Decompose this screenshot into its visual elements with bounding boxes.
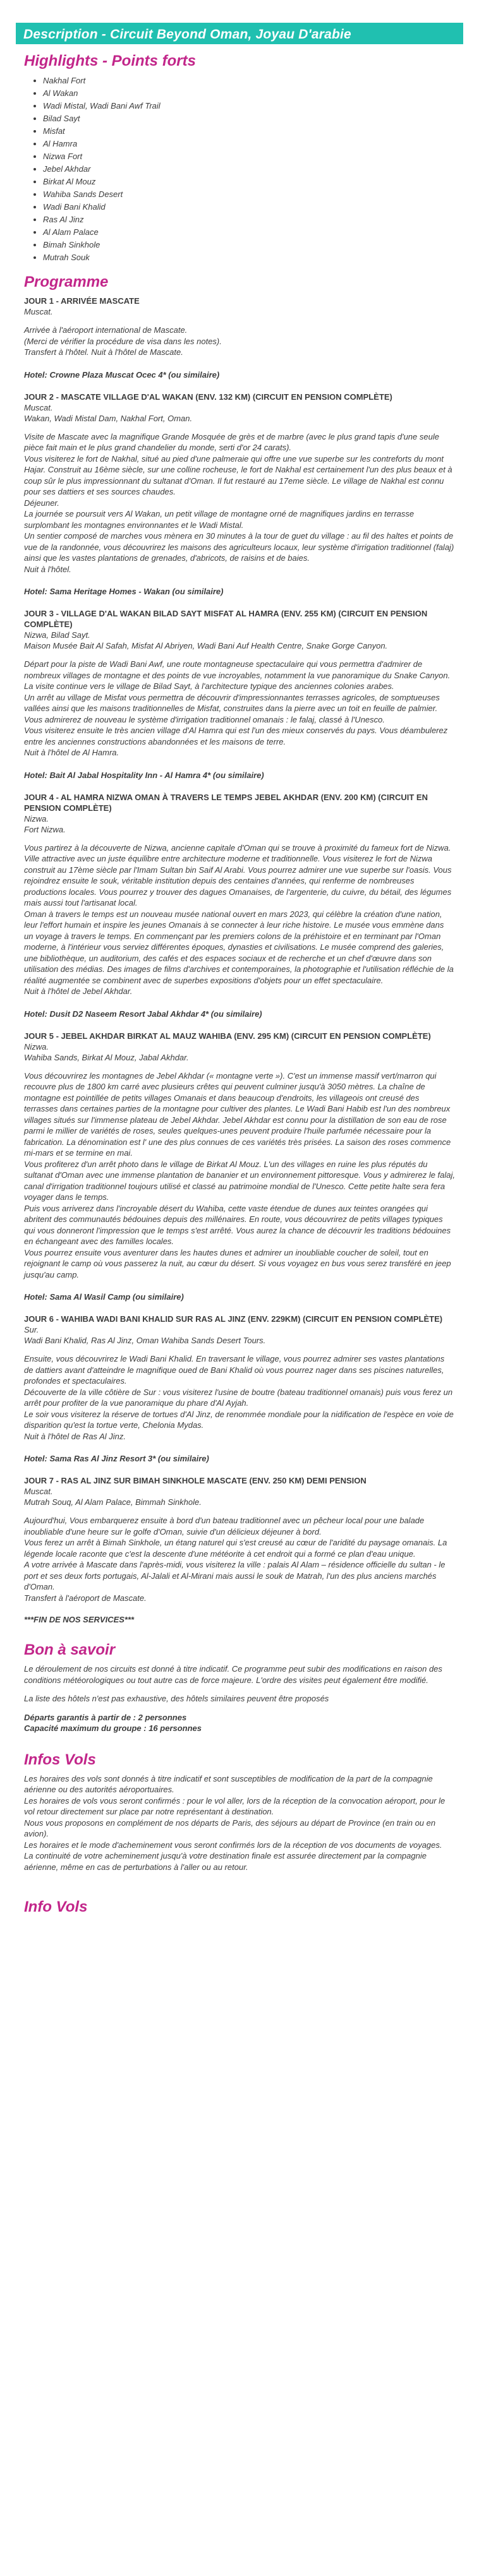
top-spacer xyxy=(0,0,479,23)
highlight-item: • Al Hamra xyxy=(43,138,455,150)
highlight-item: • Wadi Bani Khalid xyxy=(43,201,455,213)
day-title: JOUR 7 - RAS AL JINZ SUR BIMAH SINKHOLE MASCATE (ENV. 250 KM) DEMI PENSION xyxy=(24,1476,367,1485)
day-location: Wahiba Sands, Birkat Al Mouz, Jabal Akhdar. xyxy=(24,1052,189,1062)
highlight-item: • Wahiba Sands Desert xyxy=(43,188,455,201)
departures-guaranteed: Départs garantis à partir de : 2 personnes xyxy=(24,1712,187,1722)
day-description: Visite de Mascate avec la magnifique Grande Mosquée de grès et de marbre (avec le plus grand tapis d'une seule pièce fait main et le plus grand chandelier du monde, serti d'or 24 carats). Vous visiterez le fort de Nakhal, situé au pied d'une palmeraie qui offre une vue superbe sur les contreforts du mont Hajar. Construit au 16ème siècle, sur une colline rocheuse, le fort de Nakhal est certainement l'un des plus beaux et à coup sûr le plus impressionnant du sultanat d'Oman. Il fut restauré au 17eme siècle. Le village de Nakhal est connu pour ses dattiers et ses sources chaudes. Déjeuner. La journée se poursuit vers Al Wakan, un petit village de montagne orné de magnifiques jardins en terrasse surplombant les montagnes environnantes et le Wadi Mistal. Un sentier composé de marches vous mènera en 30 minutes à la tour de guet du village : au fil des haltes et points de vue de la randonnée, vous découvrirez les maisons des agriculteurs locaux, leur système d'irrigation traditionnel (falaj) ainsi que les vastes plantations de grenades, d'abricots, de raisins et de baies. Nuit à l'hôtel. xyxy=(24,431,454,574)
day-block xyxy=(24,792,455,1019)
title-banner xyxy=(16,23,463,44)
day-description: Aujourd'hui, Vous embarquerez ensuite à bord d'un bateau traditionnel avec un pêcheur local pour une balade inoubliable d'une heure sur le golfe d'Oman, suivie d'un délicieux déjeuner à bord. Vous ferez un arrêt à Bimah Sinkhole, un étang naturel qui s'est creusé au cœur de l'aridité du paysage omanais. La légende locale raconte que c'est la descente d'une météorite à cet endroit qui a formé ce plan d'eau unique. A votre arrivée à Mascate dans l'après-midi, vous visiterez la ville : palais Al Alam – résidence officielle du sultan - le port et ses deux forts portugais, Al-Jalali et Al-Mirani mais aussi le souk de Matrah, l'un des plus anciens marchés d'Oman. Transfert à l'aéroport de Mascate. xyxy=(24,1516,447,1603)
day-hotel: Hotel: Sama Ras Al Jinz Resort 3* (ou similaire) xyxy=(24,1454,209,1463)
day-location: Maison Musée Bait Al Safah, Misfat Al Abriyen, Wadi Bani Auf Health Centre, Snake Gorge Canyon. xyxy=(24,641,388,650)
day-description: Vous partirez à la découverte de Nizwa, ancienne capitale d'Oman qui se trouve à proximité du fameux fort de Nizwa. Ville attractive avec un juste équilibre entre architecture moderne et traditionnelle. Vous visiterez le fort de Nizwa construit au 17ème siècle par l'Imam Sultan bin Saif Al Arabi. Vous pourrez admirer une vue superbe sur l'oasis. Vous rejoindrez ensuite le souk, véritable institution depuis des centaines d'années, qui renferme de nombreuses productions locales. Vous pourrez y trouver des dagues Omanaises, de l'argenterie, du cuivre, du bétail, des légumes mais aussi tout l'artisanat local. Oman à travers le temps est un nouveau musée national ouvert en mars 2023, qui célèbre la création d'une nation, leur l'effort humain et inspire les jeunes Omanais à se connecter à leur riche histoire. Le musée vous emmène dans un voyage à travers le temps. En commençant par les premiers colons de la préhistoire et en terminant par l'Oman moderne, à l'intérieur vous serviez différentes époques, dynasties et civilisations. Le musée comprend des galeries, une bibliothèque, un auditorium, des cafés et des espaces sociaux et de recherche et un chef d'œuvre dans son utilisation des médias. Des images de films d'archives et contemporaines, la photographie et l'utilisation réfléchie de la réalité augmentée se combinent avec de superbes expositions d'objets pour un effet spectaculaire. Nuit à l'hôtel de Jebel Akhdar. xyxy=(24,842,454,996)
day-location: Wakan, Wadi Mistal Dam, Nakhal Fort, Oman. xyxy=(24,413,193,423)
day-block xyxy=(24,392,455,597)
day-title: JOUR 4 - AL HAMRA NIZWA OMAN À TRAVERS LE TEMPS JEBEL AKHDAR (ENV. 200 KM) (CIRCUIT EN PENSION COMPLÈTE) xyxy=(24,792,428,813)
group-capacity: Capacité maximum du groupe : 16 personnes xyxy=(24,1723,202,1733)
infos-vols-text: Les horaires des vols sont donnés à titre indicatif et sont susceptibles de modification de la part de la compagnie aérienne ou des autorités aéroportuaires. Les horaires de vols vous seront confirmés : pour le vol aller, lors de la réception de la convocation aéroport, pour le vol retour directement sur place par notre représentant à destination. Nous vous proposons en complément de nos départs de Paris, des séjours au départ de Province (en train ou en avion). Les horaires et le mode d'acheminement vous seront confirmés lors de la réception de vos documents de voyages. La continuité de votre acheminement jusqu'à votre destination finale est assurée directement par la compagnie aérienne, même en cas de perturbations à l'aller ou au retour. xyxy=(24,1773,446,1872)
day-title: JOUR 6 - WAHIBA WADI BANI KHALID SUR RAS AL JINZ (ENV. 229KM) (CIRCUIT EN PENSION COMPLÈTE) xyxy=(24,1314,443,1324)
end-of-services: ***FIN DE NOS SERVICES*** xyxy=(24,1615,135,1624)
highlight-item: • Misfat xyxy=(43,125,455,138)
day-location: Fort Nizwa. xyxy=(24,824,66,834)
highlight-item: • Al Alam Palace xyxy=(43,226,455,239)
highlight-item: • Wadi Mistal, Wadi Bani Awf Trail xyxy=(43,100,455,112)
day-description: Vous découvrirez les montagnes de Jebel Akhdar (« montagne verte »). C'est un immense massif vert/marron qui recouvre plus de 1800 km carré avec plusieurs crêtes qui peuvent culminer jusqu'à 3050 mètres. La chaîne de montagne est pointillée de petits villages Omanais et dans beaucoup d'endroits, les villageois ont creusé des terrasses dans certaines parties de la montagne pour cultiver des plantes. Le Wadi Bani Habib est l'un des nombreux villages situés sur l'immense plateau de Jebel Akhdar. Jebel Akhdar est connu pour la distillation de son eau de rose parmi le millier de variétés de roses, seules quelques-unes peuvent produire l'huile parfumée nécessaire pour la fabrication. La dénomination est l' une des plus connues de ces variétés très prisées. La saison des roses commence mi-mars et se termine en mai. Vous profiterez d'un arrêt photo dans le village de Birkat Al Mouz. L'un des villages en ruine les plus réputés du sultanat d'Oman avec une immense plantation de bananier et un environnement pittoresque. Vous y admirerez le falaj, canal d'irrigation traditionnel toujours utilisé et classé au patrimoine mondial de l'Unesco. Cette petite halte sera fera voyager dans le temps. Puis vous arriverez dans l'incroyable désert du Wahiba, cette vaste étendue de dunes aux teintes orangées qui abritent des communautés bédouines depuis des millénaires. En route, vous découvrirez de petits villages typiques qui vous donneront l'impression que le temps s'est arrêté. Vous aurez la chance de découvrir les traditions bédouines en échangeant avec des familles locales. Vous pourrez ensuite vous aventurer dans les hautes dunes et admirer un inoubliable coucher de soleil, tout en rejoignant le camp où vous passerez la nuit, au cœur du désert. Si vous voyagez en bus vous serez transféré en jeep jusqu'au camp. xyxy=(24,1070,456,1279)
day-location: Muscat. xyxy=(24,402,53,412)
day-location: Mutrah Souq, Al Alam Palace, Bimmah Sinkhole. xyxy=(24,1497,202,1507)
day-hotel: Hotel: Dusit D2 Naseem Resort Jabal Akhdar 4* (ou similaire) xyxy=(24,1009,262,1019)
day-block xyxy=(24,1475,455,1603)
day-block xyxy=(24,1314,455,1464)
infos-vols-heading: Infos Vols xyxy=(24,1751,96,1768)
highlight-item: • Nakhal Fort xyxy=(43,75,455,87)
day-hotel: Hotel: Crowne Plaza Muscat Ocec 4* (ou similaire) xyxy=(24,369,220,380)
highlight-item: • Mutrah Souk xyxy=(43,251,455,264)
highlight-item: • Bimah Sinkhole xyxy=(43,239,455,251)
day-hotel: Hotel: Sama Al Wasil Camp (ou similaire) xyxy=(24,1292,184,1302)
info-vols-heading: Info Vols xyxy=(24,1898,88,1915)
highlight-item: • Birkat Al Mouz xyxy=(43,176,455,188)
day-hotel: Hotel: Sama Heritage Homes - Wakan (ou similaire) xyxy=(24,587,224,596)
day-location: Sur. xyxy=(24,1325,39,1334)
programme-days xyxy=(24,296,455,1603)
day-title: JOUR 5 - JEBEL AKHDAR BIRKAT AL MAUZ WAHIBA (ENV. 295 KM) (CIRCUIT EN PENSION COMPLÈTE) xyxy=(24,1031,431,1041)
bon-a-savoir-text-1: Le déroulement de nos circuits est donné à titre indicatif. Ce programme peut subir des modifications en raison des conditions météorologiques ou tout autre cas de force majeure. L'ordre des visites peut également être modifié. xyxy=(24,1664,442,1685)
bon-a-savoir-heading: Bon à savoir xyxy=(24,1641,116,1658)
programme-heading: Programme xyxy=(24,273,109,291)
highlight-item: • Ras Al Jinz xyxy=(43,213,455,226)
day-title: JOUR 1 - ARRIVÉE MASCATE xyxy=(24,296,140,306)
day-location: Nizwa, Bilad Sayt. xyxy=(24,630,90,640)
highlights-list xyxy=(24,75,455,264)
day-description: Arrivée à l'aéroport international de Mascate. (Merci de vérifier la procédure de visa dans les notes). Transfert à l'hôtel. Nuit à l'hôtel de Mascate. xyxy=(24,325,222,357)
day-block xyxy=(24,1031,455,1303)
day-hotel: Hotel: Bait Al Jabal Hospitality Inn - Al Hamra 4* (ou similaire) xyxy=(24,770,264,780)
highlight-item: • Al Wakan xyxy=(43,87,455,100)
page-title: Description - Circuit Beyond Oman, Joyau D'arabie xyxy=(23,27,351,42)
day-location: Wadi Bani Khalid, Ras Al Jinz, Oman Wahiba Sands Desert Tours. xyxy=(24,1336,266,1345)
highlight-item: • Jebel Akhdar xyxy=(43,163,455,176)
highlights-heading: Highlights - Points forts xyxy=(24,52,196,69)
day-location: Nizwa. xyxy=(24,813,49,824)
day-location: Muscat. xyxy=(24,307,53,316)
day-title: JOUR 3 - VILLAGE D'AL WAKAN BILAD SAYT MISFAT AL HAMRA (ENV. 255 KM) (CIRCUIT EN PENSION COMPLÈTE) xyxy=(24,609,428,629)
highlight-item: • Nizwa Fort xyxy=(43,150,455,163)
day-location: Muscat. xyxy=(24,1487,53,1496)
day-block xyxy=(24,296,455,380)
content xyxy=(0,52,479,1917)
highlight-item: • Bilad Sayt xyxy=(43,112,455,125)
day-description: Ensuite, vous découvrirez le Wadi Bani Khalid. En traversant le village, vous pourrez admirer ses vastes plantations de dattiers avant d'atteindre le magnifique oued de Bani Khalid où vous pourrez nager dans ses piscines naturelles, profondes et spectaculaires. Découverte de la ville côtière de Sur : vous visiterez l'usine de boutre (bateau traditionnel omanais) puis vous ferez un arrêt pour profiter de la vue panoramique du phare d'Al Ayjah. Le soir vous visiterez la réserve de tortues d'Al Jinz, de renommée mondiale pour la nidification de l'espèce en voie de disparition qu'est la tortue verte, Chelonia Mydas. Nuit à l'hôtel de Ras Al Jinz. xyxy=(24,1354,454,1441)
day-block xyxy=(24,608,455,781)
day-location: Nizwa. xyxy=(24,1041,49,1051)
day-title: JOUR 2 - MASCATE VILLAGE D'AL WAKAN (ENV. 132 KM) (CIRCUIT EN PENSION COMPLÈTE) xyxy=(24,392,392,402)
day-description: Départ pour la piste de Wadi Bani Awf, une route montagneuse spectaculaire qui vous permettra d'admirer de nombreux villages de montagne et des points de vue incroyables, notamment la vue panoramique du Snake Canyon. La visite continue vers le village de Bilad Sayt, à l'architecture typique des anciennes colonies arabes. Un arrêt au village de Misfat vous permettra de découvrir d'impressionnantes terrasses agricoles, de somptueuses vallées ainsi que les maisons traditionnelles de Misfat, construites dans la pierre avec un toit en feuille de palmier. Vous admirerez de nouveau le système d'irrigation traditionnel omanais : le falaj, classé à l'Unesco. Vous visiterez ensuite le très ancien village d'Al Hamra qui est l'un des mieux conservés du pays. Vous déambulerez entre les anciennes constructions abandonnées et les maisons de terre. Nuit à l'hôtel de Al Hamra. xyxy=(24,659,451,757)
bon-a-savoir-text-2: La liste des hôtels n'est pas exhaustive, des hôtels similaires peuvent être proposés xyxy=(24,1694,329,1703)
